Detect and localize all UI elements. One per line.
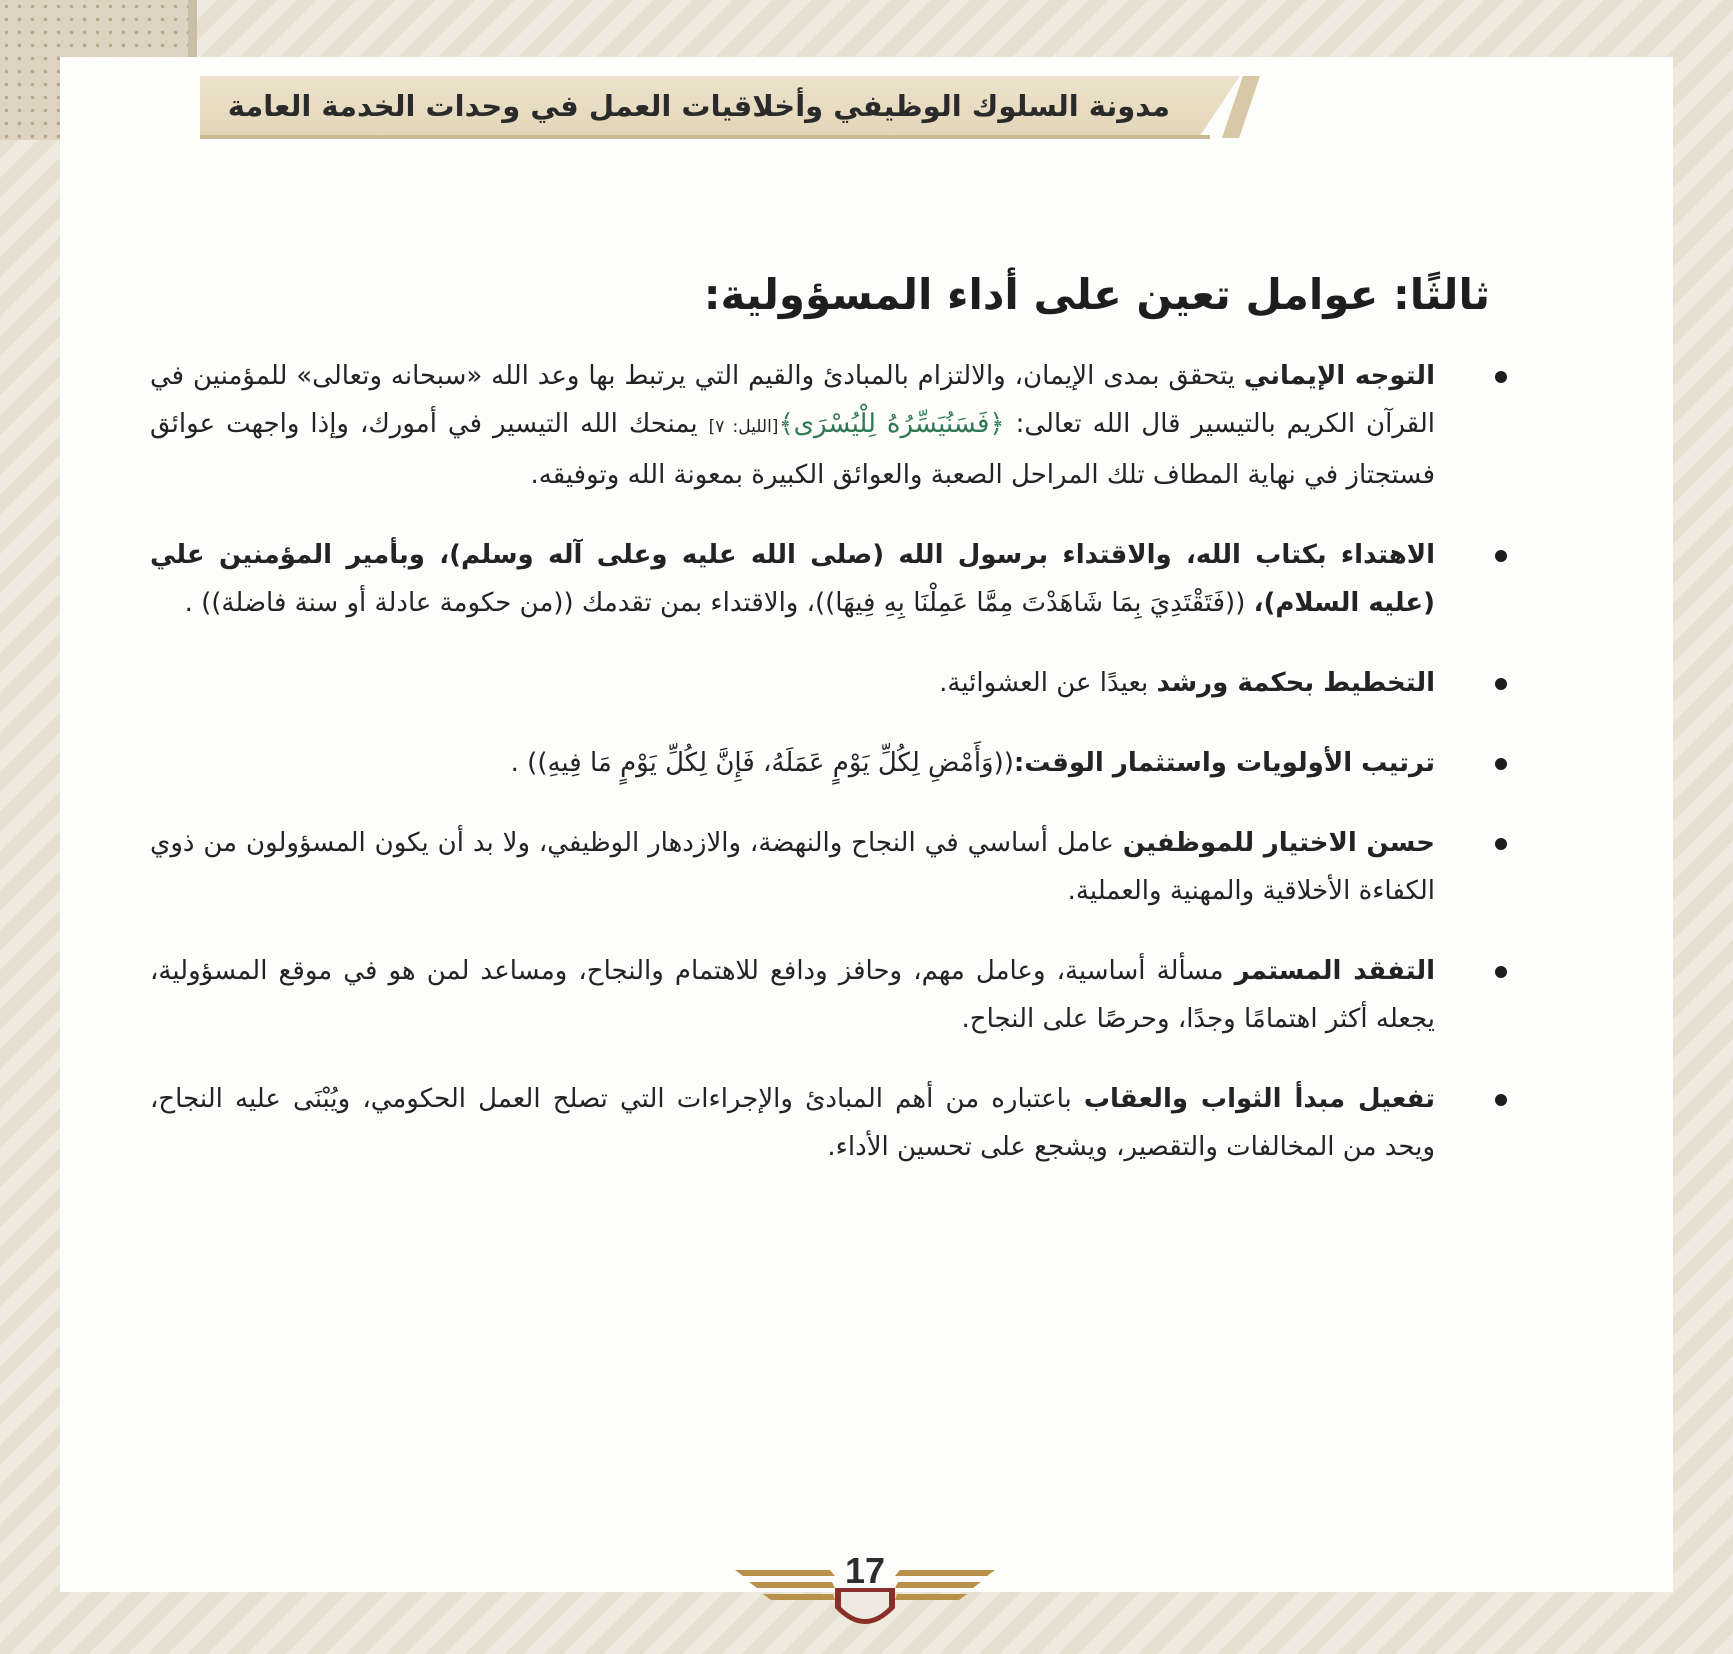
list-item bbox=[150, 659, 1515, 707]
bullet-icon bbox=[1495, 550, 1507, 562]
item-lead: حسن الاختيار للموظفين bbox=[1122, 828, 1436, 858]
bullet-icon bbox=[1495, 1094, 1507, 1106]
bullet-icon bbox=[1495, 678, 1507, 690]
section-title: ثالثًا: عوامل تعين على أداء المسؤولية: bbox=[703, 270, 1490, 319]
item-text: باعتباره من أهم المبادئ والإجراءات التي تصلح العمل الحكومي، ويُبْنَى عليه النجاح، ويحد من المخالفات والتقصير، ويشجع على تحسين الأداء. bbox=[150, 1084, 1435, 1162]
item-lead: التوجه الإيماني bbox=[1243, 361, 1435, 391]
bullet-icon bbox=[1495, 966, 1507, 978]
list-item bbox=[150, 352, 1515, 499]
list-item bbox=[150, 739, 1515, 787]
item-text: عامل أساسي في النجاح والنهضة، والازدهار الوظيفي، ولا بد أن يكون المسؤولون من ذوي الكفاءة الأخلاقية والمهنية والعملية. bbox=[150, 828, 1435, 906]
item-text: مسألة أساسية، وعامل مهم، وحافز ودافع للاهتمام والنجاح، ومساعد لمن هو في موقع المسؤولية، يجعله أكثر اهتمامًا وجدًا، وحرصًا على النجاح. bbox=[150, 956, 1435, 1034]
quran-verse: ﴿فَسَنُيَسِّرُهُ لِلْيُسْرَى﴾ bbox=[778, 409, 1005, 439]
list-item bbox=[150, 947, 1515, 1043]
list-item bbox=[150, 1075, 1515, 1171]
item-lead: ترتيب الأولويات واستثمار الوقت: bbox=[1013, 748, 1435, 778]
item-text: بعيدًا عن العشوائية. bbox=[939, 668, 1157, 698]
header-underline bbox=[200, 135, 1210, 139]
item-text: ((فَتَقْتَدِيَ بِمَا شَاهَدْتَ مِمَّا عَمِلْنَا بِهِ فِيهَا))، والاقتداء بمن تقدمك ((من حكومة عادلة أو سنة فاضلة)) . bbox=[184, 588, 1254, 618]
item-lead: الاهتداء بكتاب الله، والاقتداء برسول الله (صلى الله عليه وعلى آله وسلم)، وبأمير المؤمنين علي (عليه السلام)، bbox=[150, 540, 1435, 618]
item-text: يتحقق بمدى الإيمان، والالتزام بالمبادئ والقيم التي يرتبط بها وعد الله «سبحانه وتعالى» للمؤمنين في القرآن الكريم بالتيسير قال الله تعالى: bbox=[150, 361, 1435, 439]
bullet-list bbox=[150, 352, 1515, 1203]
item-lead: التفقد المستمر bbox=[1234, 956, 1435, 986]
item-text: ((وَأَمْضِ لِكُلِّ يَوْمٍ عَمَلَهُ، فَإِنَّ لِكُلِّ يَوْمٍ مَا فِيهِ)) . bbox=[510, 748, 1014, 778]
item-lead: تفعيل مبدأ الثواب والعقاب bbox=[1083, 1084, 1436, 1114]
item-text-continued: يمنحك الله التيسير في أمورك، وإذا واجهت عوائق فستجتاز في نهاية المطاف تلك المراحل الصعبة والعوائق الكبيرة بمعونة الله وتوفيقه. bbox=[150, 409, 1435, 490]
running-header-title: مدونة السلوك الوظيفي وأخلاقيات العمل في وحدات الخدمة العامة bbox=[227, 89, 1170, 123]
bullet-icon bbox=[1495, 758, 1507, 770]
list-item bbox=[150, 819, 1515, 915]
item-lead: التخطيط بحكمة ورشد bbox=[1156, 668, 1435, 698]
bullet-icon bbox=[1495, 371, 1507, 383]
page-number: 17 bbox=[844, 1550, 886, 1591]
verse-reference: [الليل: ٧] bbox=[708, 417, 779, 437]
list-item bbox=[150, 531, 1515, 627]
bullet-icon bbox=[1495, 838, 1507, 850]
